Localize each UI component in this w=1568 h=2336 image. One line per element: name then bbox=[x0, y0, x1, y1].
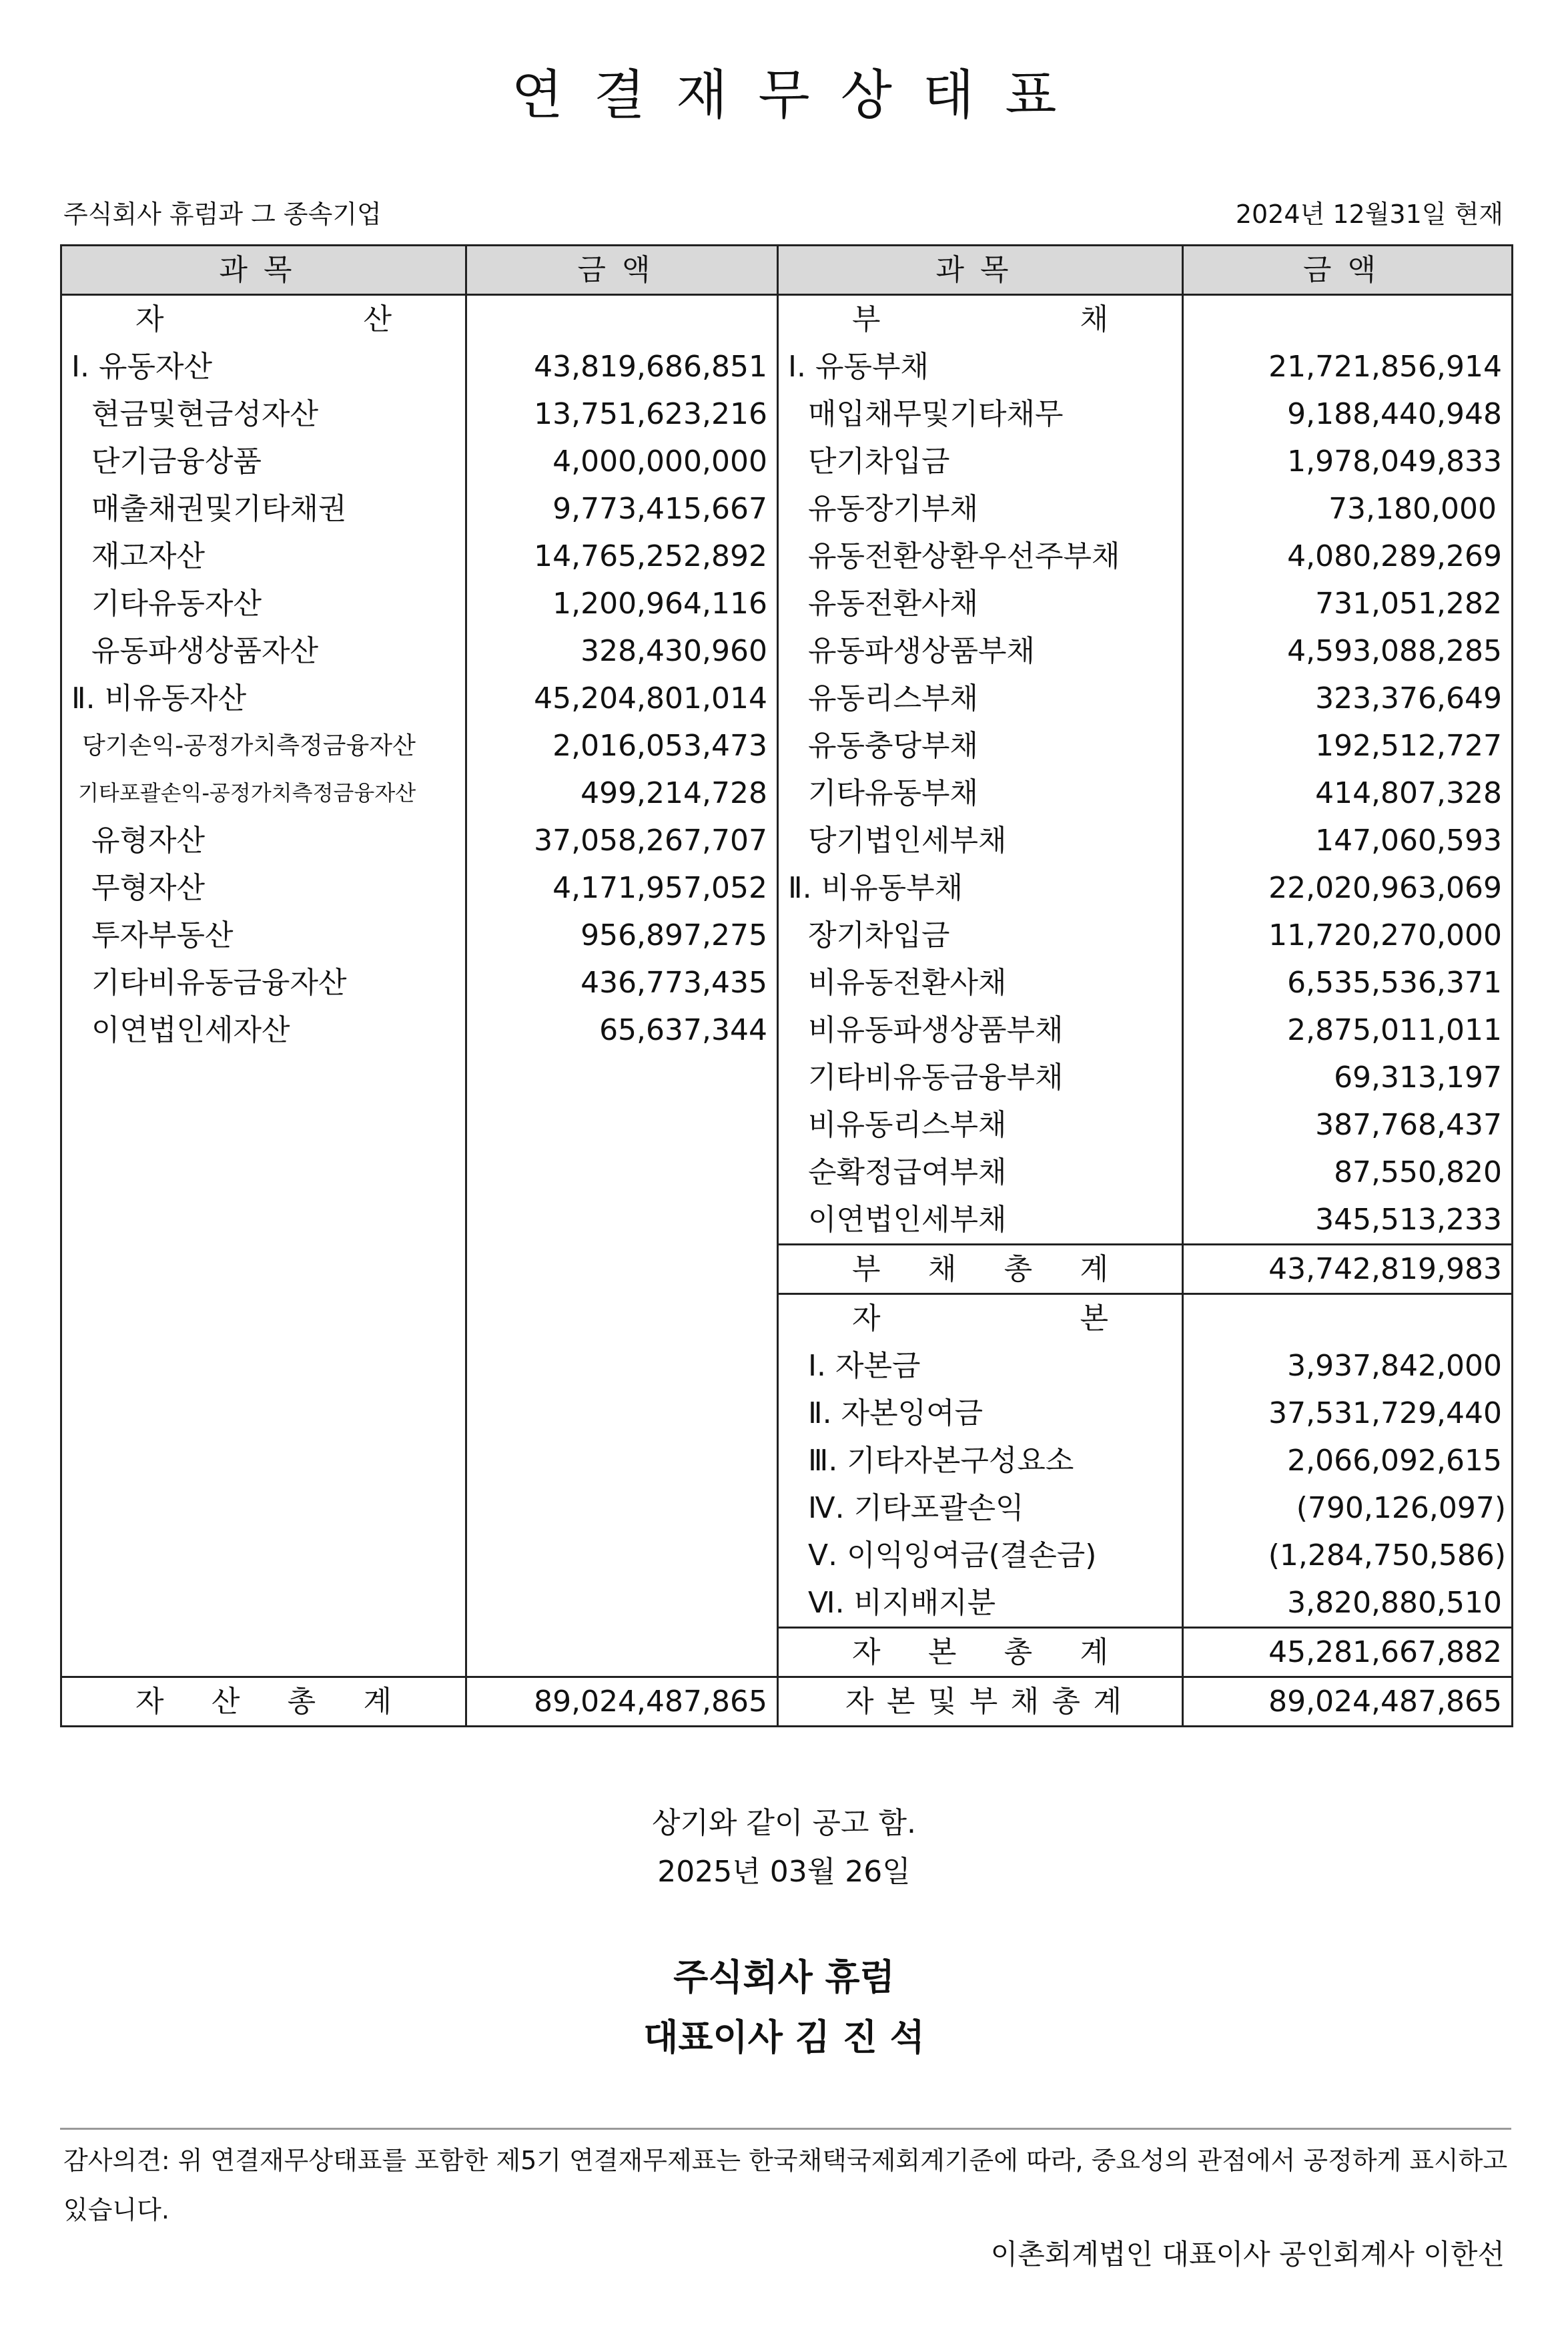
asset-empty-label bbox=[61, 1342, 466, 1390]
asset-section-amount bbox=[466, 295, 778, 344]
asset-empty-label bbox=[61, 1101, 466, 1149]
asset-item-amount: 328,430,960 bbox=[466, 627, 778, 675]
document-title: 연결재무상태표 bbox=[511, 64, 1088, 126]
table-row bbox=[61, 1628, 1513, 1677]
company-name: 주식회사 휴럼과 그 종속기업 bbox=[63, 200, 382, 229]
signer-company: 주식회사 휴럼 bbox=[673, 1956, 895, 1998]
asset-item-label: 재고자산 bbox=[61, 533, 466, 580]
table-row bbox=[61, 1006, 1513, 1054]
asset-item-amount: 45,204,801,014 bbox=[466, 675, 778, 722]
table-row bbox=[61, 627, 1513, 675]
asset-empty-label bbox=[61, 1579, 466, 1628]
asset-empty-amount bbox=[466, 1532, 778, 1579]
asset-item-amount: 436,773,435 bbox=[466, 959, 778, 1006]
liability-item-amount: 87,550,820 bbox=[1183, 1149, 1513, 1196]
table-row bbox=[61, 1390, 1513, 1437]
asset-empty-label bbox=[61, 1628, 466, 1677]
liability-item-amount: 1,978,049,833 bbox=[1183, 438, 1513, 485]
liability-item-amount: 731,051,282 bbox=[1183, 580, 1513, 627]
liability-item-label: 유동전환상환우선주부채 bbox=[778, 533, 1183, 580]
asset-item-amount: 2,016,053,473 bbox=[466, 722, 778, 770]
signer-ceo: 대표이사 김 진 석 bbox=[643, 2016, 925, 2058]
asset-item-label: 무형자산 bbox=[61, 864, 466, 912]
asset-empty-amount bbox=[466, 1294, 778, 1343]
liability-item-amount: 6,535,536,371 bbox=[1183, 959, 1513, 1006]
right-section-amount bbox=[1183, 1294, 1513, 1343]
liability-item-amount: 11,720,270,000 bbox=[1183, 912, 1513, 959]
liability-item-label: 이연법인세부채 bbox=[778, 1196, 1183, 1245]
table-row bbox=[61, 1579, 1513, 1628]
table-row bbox=[61, 1532, 1513, 1579]
table-row bbox=[61, 1101, 1513, 1149]
asset-item-amount: 65,637,344 bbox=[466, 1006, 778, 1054]
asset-item-amount: 37,058,267,707 bbox=[466, 817, 778, 864]
liability-item-label: 유동리스부채 bbox=[778, 675, 1183, 722]
liability-item-amount: 69,313,197 bbox=[1183, 1054, 1513, 1101]
asset-item-label: 기타유동자산 bbox=[61, 580, 466, 627]
asset-section-label: 자 산 bbox=[61, 295, 466, 344]
asset-item-label: 이연법인세자산 bbox=[61, 1006, 466, 1054]
liability-item-amount: 22,020,963,069 bbox=[1183, 864, 1513, 912]
asset-item-label: 당기손익-공정가치측정금융자산 bbox=[61, 722, 466, 770]
notice-date: 2025년 03월 26일 bbox=[657, 1855, 911, 1889]
liability-item-amount: 147,060,593 bbox=[1183, 817, 1513, 864]
asset-empty-label bbox=[61, 1532, 466, 1579]
table-row bbox=[61, 1342, 1513, 1390]
liability-item-label: 순확정급여부채 bbox=[778, 1149, 1183, 1196]
asset-item-label: 유형자산 bbox=[61, 817, 466, 864]
asset-item-amount: 43,819,686,851 bbox=[466, 343, 778, 390]
liability-item-label: Ⅱ. 비유동부채 bbox=[778, 864, 1183, 912]
table-row bbox=[61, 912, 1513, 959]
liability-item-label: 당기법인세부채 bbox=[778, 817, 1183, 864]
liability-item-amount: 323,376,649 bbox=[1183, 675, 1513, 722]
table-row bbox=[61, 817, 1513, 864]
equity-item-label: Ⅰ. 자본금 bbox=[778, 1342, 1183, 1390]
asset-empty-label bbox=[61, 1149, 466, 1196]
asset-empty-amount bbox=[466, 1437, 778, 1484]
header-subject-right: 과목 bbox=[778, 246, 1183, 295]
right-section-amount bbox=[1183, 295, 1513, 344]
liability-item-label: 단기차입금 bbox=[778, 438, 1183, 485]
equity-item-label: Ⅲ. 기타자본구성요소 bbox=[778, 1437, 1183, 1484]
table-row bbox=[61, 1196, 1513, 1245]
equity-item-amount: 37,531,729,440 bbox=[1183, 1390, 1513, 1437]
right-section-label: 자 본 bbox=[778, 1294, 1183, 1343]
asset-item-label: 기타포괄손익-공정가치측정금융자산 bbox=[61, 770, 466, 817]
table-row bbox=[61, 485, 1513, 533]
asset-empty-amount bbox=[466, 1484, 778, 1532]
equity-item-label: Ⅱ. 자본잉여금 bbox=[778, 1390, 1183, 1437]
equity-item-amount: 2,066,092,615 bbox=[1183, 1437, 1513, 1484]
liability-item-label: 비유동전환사채 bbox=[778, 959, 1183, 1006]
asset-empty-label bbox=[61, 1196, 466, 1245]
asset-item-amount: 4,171,957,052 bbox=[466, 864, 778, 912]
balance-sheet-table bbox=[60, 244, 1513, 1727]
liability-item-amount: 73,180,000 bbox=[1183, 485, 1513, 533]
asset-item-amount: 14,765,252,892 bbox=[466, 533, 778, 580]
table-row bbox=[61, 295, 1513, 344]
table-row bbox=[61, 770, 1513, 817]
asset-empty-amount bbox=[466, 1390, 778, 1437]
table-row bbox=[61, 438, 1513, 485]
liability-item-amount: 2,875,011,011 bbox=[1183, 1006, 1513, 1054]
liability-item-amount: 4,593,088,285 bbox=[1183, 627, 1513, 675]
asset-empty-amount bbox=[466, 1628, 778, 1677]
asset-empty-amount bbox=[466, 1579, 778, 1628]
asset-empty-label bbox=[61, 1390, 466, 1437]
equity-item-amount: 3,937,842,000 bbox=[1183, 1342, 1513, 1390]
table-row bbox=[61, 390, 1513, 438]
liability-item-label: 비유동리스부채 bbox=[778, 1101, 1183, 1149]
liabilities-equity-total-label: 자 본 및 부 채 총 계 bbox=[778, 1677, 1183, 1727]
asset-empty-label bbox=[61, 1294, 466, 1343]
asset-item-amount: 956,897,275 bbox=[466, 912, 778, 959]
asset-total-amount: 89,024,487,865 bbox=[466, 1677, 778, 1727]
liability-item-label: Ⅰ. 유동부채 bbox=[778, 343, 1183, 390]
asset-item-label: 기타비유동금융자산 bbox=[61, 959, 466, 1006]
table-row bbox=[61, 959, 1513, 1006]
asset-item-amount: 499,214,728 bbox=[466, 770, 778, 817]
asset-empty-amount bbox=[466, 1101, 778, 1149]
asset-empty-label bbox=[61, 1245, 466, 1294]
asset-item-label: 유동파생상품자산 bbox=[61, 627, 466, 675]
asset-item-amount: 1,200,964,116 bbox=[466, 580, 778, 627]
subtotal-amount: 43,742,819,983 bbox=[1183, 1245, 1513, 1294]
equity-item-amount: 3,820,880,510 bbox=[1183, 1579, 1513, 1628]
asset-empty-amount bbox=[466, 1149, 778, 1196]
liability-item-amount: 9,188,440,948 bbox=[1183, 390, 1513, 438]
asset-empty-amount bbox=[466, 1342, 778, 1390]
as-of-date: 2024년 12월31일 현재 bbox=[1235, 200, 1503, 229]
notice-text: 상기와 같이 공고 함. bbox=[652, 1806, 916, 1840]
asset-item-amount: 13,751,623,216 bbox=[466, 390, 778, 438]
liabilities-equity-total-amount: 89,024,487,865 bbox=[1183, 1677, 1513, 1727]
right-section-label: 부 채 bbox=[778, 295, 1183, 344]
asset-item-label: 매출채권및기타채권 bbox=[61, 485, 466, 533]
equity-item-amount: (1,284,750,586) bbox=[1183, 1532, 1513, 1579]
subtotal-amount: 45,281,667,882 bbox=[1183, 1628, 1513, 1677]
table-row bbox=[61, 864, 1513, 912]
asset-item-label: 단기금융상품 bbox=[61, 438, 466, 485]
asset-total-label: 자 산 총 계 bbox=[61, 1677, 466, 1727]
asset-empty-amount bbox=[466, 1245, 778, 1294]
liability-item-amount: 4,080,289,269 bbox=[1183, 533, 1513, 580]
liability-item-amount: 192,512,727 bbox=[1183, 722, 1513, 770]
header-amount-right: 금액 bbox=[1183, 246, 1513, 295]
auditor-signature: 이촌회계법인 대표이사 공인회계사 이한선 bbox=[990, 2238, 1505, 2271]
asset-empty-amount bbox=[466, 1054, 778, 1101]
asset-item-label: 투자부동산 bbox=[61, 912, 466, 959]
asset-item-amount: 9,773,415,667 bbox=[466, 485, 778, 533]
table-row bbox=[61, 1484, 1513, 1532]
asset-item-label: Ⅰ. 유동자산 bbox=[61, 343, 466, 390]
equity-item-amount: (790,126,097) bbox=[1183, 1484, 1513, 1532]
divider bbox=[60, 2128, 1511, 2130]
liability-item-label: 유동장기부채 bbox=[778, 485, 1183, 533]
table-row bbox=[61, 1149, 1513, 1196]
table-header-row bbox=[61, 246, 1513, 295]
asset-empty-label bbox=[61, 1054, 466, 1101]
grand-total-row bbox=[61, 1677, 1513, 1727]
header-subject-left: 과목 bbox=[61, 246, 466, 295]
liability-item-label: 장기차입금 bbox=[778, 912, 1183, 959]
equity-item-label: Ⅵ. 비지배지분 bbox=[778, 1579, 1183, 1628]
equity-item-label: Ⅴ. 이익잉여금(결손금) bbox=[778, 1532, 1183, 1579]
liability-item-amount: 387,768,437 bbox=[1183, 1101, 1513, 1149]
table-row bbox=[61, 1437, 1513, 1484]
subtotal-label: 자 본 총 계 bbox=[778, 1628, 1183, 1677]
liability-item-amount: 414,807,328 bbox=[1183, 770, 1513, 817]
asset-item-amount: 4,000,000,000 bbox=[466, 438, 778, 485]
table-row bbox=[61, 580, 1513, 627]
table-row bbox=[61, 1245, 1513, 1294]
table-row bbox=[61, 722, 1513, 770]
liability-item-label: 비유동파생상품부채 bbox=[778, 1006, 1183, 1054]
liability-item-label: 기타비유동금융부채 bbox=[778, 1054, 1183, 1101]
liability-item-label: 유동파생상품부채 bbox=[778, 627, 1183, 675]
asset-item-label: Ⅱ. 비유동자산 bbox=[61, 675, 466, 722]
asset-empty-label bbox=[61, 1437, 466, 1484]
table-row bbox=[61, 1054, 1513, 1101]
liability-item-label: 유동충당부채 bbox=[778, 722, 1183, 770]
liability-item-label: 유동전환사채 bbox=[778, 580, 1183, 627]
subtotal-label: 부 채 총 계 bbox=[778, 1245, 1183, 1294]
liability-item-label: 기타유동부채 bbox=[778, 770, 1183, 817]
table-row bbox=[61, 533, 1513, 580]
audit-opinion: 감사의견: 위 연결재무상태표를 포함한 제5기 연결재무제표는 한국채택국제회계기준에 따라, 중요성의 관점에서 공정하게 표시하고 있습니다. bbox=[63, 2146, 1508, 2225]
asset-empty-amount bbox=[466, 1196, 778, 1245]
liability-item-amount: 345,513,233 bbox=[1183, 1196, 1513, 1245]
table-row bbox=[61, 1294, 1513, 1343]
equity-item-label: Ⅳ. 기타포괄손익 bbox=[778, 1484, 1183, 1532]
asset-empty-label bbox=[61, 1484, 466, 1532]
asset-item-label: 현금및현금성자산 bbox=[61, 390, 466, 438]
table-row bbox=[61, 675, 1513, 722]
header-amount-left: 금액 bbox=[466, 246, 778, 295]
table-row bbox=[61, 343, 1513, 390]
liability-item-amount: 21,721,856,914 bbox=[1183, 343, 1513, 390]
liability-item-label: 매입채무및기타채무 bbox=[778, 390, 1183, 438]
